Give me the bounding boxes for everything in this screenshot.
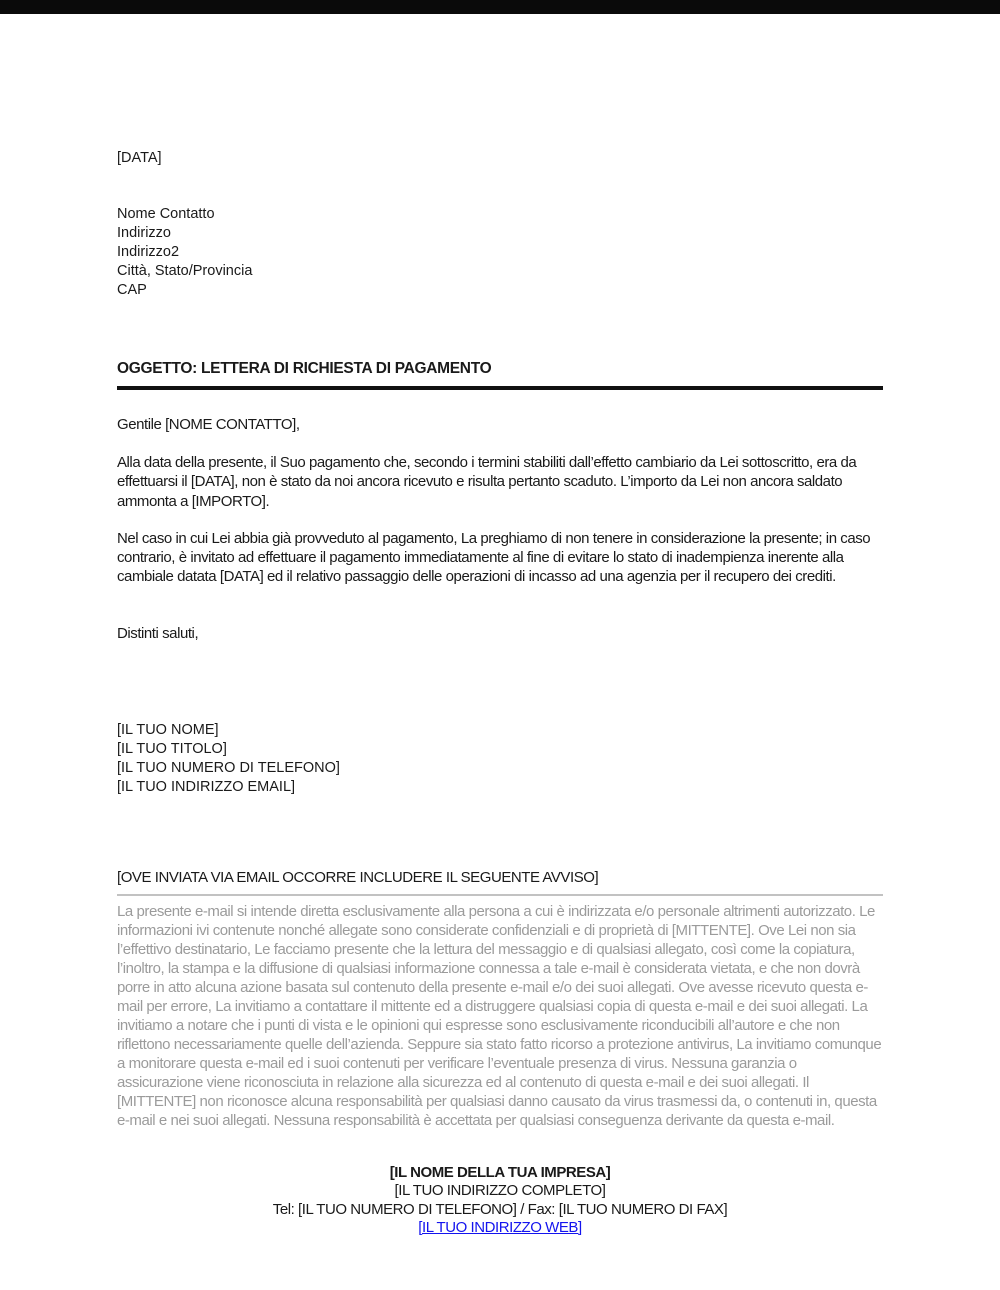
footer-address: [IL TUO INDIRIZZO COMPLETO]	[394, 1182, 606, 1200]
signature-block	[117, 721, 883, 797]
date-placeholder: [DATA]	[117, 150, 162, 166]
signature-line-name: [IL TUO NOME]	[117, 721, 219, 738]
email-notice-heading: [OVE INVIATA VIA EMAIL OCCORRE INCLUDERE IL SEGUENTE AVVISO]	[117, 868, 599, 886]
recipient-line-zip: CAP	[117, 282, 147, 298]
letter-body	[117, 14, 883, 1238]
closing-salutation: Distinti saluti,	[117, 625, 199, 643]
subject-line: OGGETTO: LETTERA DI RICHIESTA DI PAGAMENTO	[117, 360, 492, 377]
signature-line-phone: [IL TUO NUMERO DI TELEFONO]	[117, 759, 340, 776]
subject-divider-rule	[117, 386, 883, 390]
notice-divider-rule	[117, 894, 883, 896]
signature-line-email: [IL TUO INDIRIZZO EMAIL]	[117, 778, 296, 795]
footer-company-name: [IL NOME DELLA TUA IMPRESA]	[389, 1163, 611, 1181]
email-disclaimer: La presente e-mail si intende diretta esclusivamente alla persona a cui è indirizzata e/o personale altrimenti autorizzato. Le informazioni ivi contenute nonché allegate sono considerate confidenziali e di proprietà di [MITTENTE]. Ove Lei non sia l’effettivo destinatario, Le facciamo presente che la lettura del messaggio e di qualsiasi allegato, così come la copiatura, l’inoltro, la stampa e la diffusione di qualsiasi informazione connessa a tale e-mail è considerata vietata, e che non dovrà porre in atto alcuna azione basata sul contenuto della presente e-mail e/o dei suoi allegati. Ove avesse ricevuto questa e-mail per errore, La invitiamo a contattare il mittente ed a distruggere qualsiasi copia di questa e-mail e dei suoi allegati. La invitiamo a notare che i punti di vista e le opinioni qui espresse sono esclusivamente riconducibili all’autore e che non riflettono necessariamente quelle dell’azienda. Seppure sia stato fatto ricorso a protezione antivirus, La invitiamo comunque a monitorare questa e-mail ed i suoi contenuti per verificare l’eventuale presenza di virus. Nessuna garanzia o assicurazione viene riconosciuta in relazione alla sicurezza ed al contenuto di questa e-mail e dei suoi allegati. Il [MITTENTE] non riconosce alcuna responsabilità per qualsiasi danno causato da virus trasmessi da, o contenuti in, questa e-mail e nei suoi allegati. Nessuna responsabilità è accettata per qualsiasi conseguenza derivante da questa e-mail.	[117, 902, 882, 1129]
salutation: Gentile [NOME CONTATTO],	[117, 416, 300, 433]
footer-website-link[interactable]: [IL TUO INDIRIZZO WEB]	[418, 1219, 582, 1237]
top-bar	[0, 0, 1000, 14]
recipient-line-address2: Indirizzo2	[117, 244, 180, 260]
recipient-line-address1: Indirizzo	[117, 225, 171, 241]
footer-block	[117, 1164, 883, 1238]
recipient-line-city-state: Città, Stato/Provincia	[117, 263, 253, 279]
signature-line-title: [IL TUO TITOLO]	[117, 740, 227, 757]
body-paragraph-2: Nel caso in cui Lei abbia già provveduto al pagamento, La preghiamo di non tenere in considerazione la presente; in caso contrario, è invitato ad effettuare il pagamento immediatamente al fine di evitare lo stato di inadempienza inerente alla cambiale datata [DATA] ed il relativo passaggio delle operazioni di incasso ad una agenzia per il recupero dei crediti.	[117, 529, 871, 586]
footer-tel-fax: Tel: [IL TUO NUMERO DI TELEFONO] / Fax: [IL TUO NUMERO DI FAX]	[272, 1200, 728, 1218]
recipient-block	[117, 205, 883, 300]
recipient-line-name: Nome Contatto	[117, 206, 215, 222]
body-paragraph-1: Alla data della presente, il Suo pagamento che, secondo i termini stabiliti dall’effetto cambiario da Lei sottoscritto, era da effettuarsi il [DATA], non è stato da noi ancora ricevuto e risulta pertanto scaduto. L’importo da Lei non ancora saldato ammonta a [IMPORTO].	[117, 454, 857, 510]
